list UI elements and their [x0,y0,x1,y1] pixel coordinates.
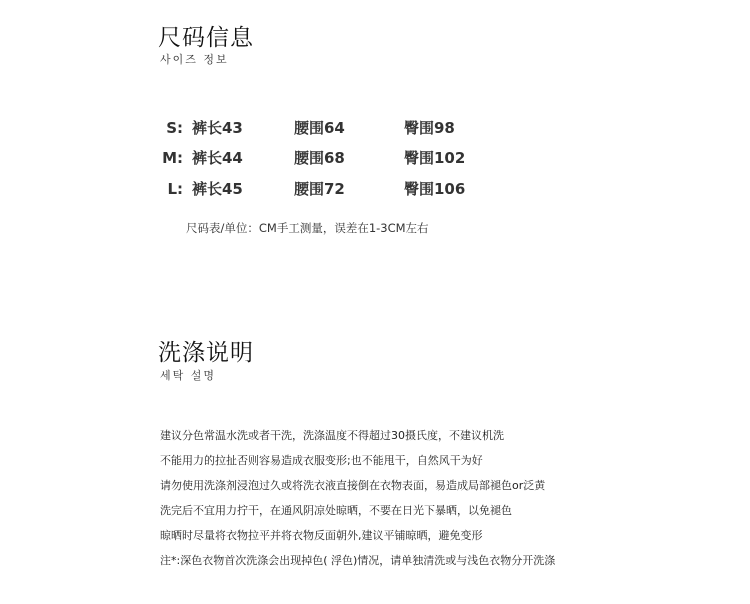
size-info-subtitle: 사이즈 정보 [160,53,229,66]
size-label: S: [166,119,183,137]
washing-instructions-subtitle: 세탁 설명 [160,369,217,382]
washing-instructions-title: 洗涤说明 [158,340,254,366]
size-row-m [0,147,750,169]
washing-instruction-line: 注*:深色衣物首次洗涤会出现掉色( 浮色)情况，请单独清洗或与浅色衣物分开洗涤 [160,554,556,567]
size-chart-note: 尺码表/单位：CM手工测量，误差在1-3CM左右 [186,221,429,235]
washing-instruction-line: 洗完后不宜用力拧干，在通风阴凉处晾晒，不要在日光下暴晒，以免褪色 [160,504,512,517]
washing-instruction-line: 晾晒时尽量将衣物拉平并将衣物反面朝外,建议平铺晾晒，避免变形 [160,529,483,542]
hip-value: 臀围102 [404,149,466,167]
size-label: M: [162,149,183,167]
hip-value: 臀围98 [404,119,455,137]
washing-instructions-list [160,428,720,578]
washing-instruction-line: 建议分色常温水洗或者干洗，洗涤温度不得超过30摄氏度，不建议机洗 [160,429,504,442]
size-info-title: 尺码信息 [158,25,254,51]
pants-length-value: 裤长44 [192,149,243,167]
hip-value: 臀围106 [404,180,466,198]
pants-length-value: 裤长43 [192,119,243,137]
washing-instruction-line: 不能用力的拉扯否则容易造成衣服变形;也不能甩干，自然风干为好 [160,454,483,467]
pants-length-value: 裤长45 [192,180,243,198]
washing-instruction-line: 请勿使用洗涤剂浸泡过久或将洗衣液直接倒在衣物表面，易造成局部褪色or泛黄 [160,479,546,492]
waist-value: 腰围64 [294,119,345,137]
size-row-s [0,117,750,139]
waist-value: 腰围68 [294,149,345,167]
waist-value: 腰围72 [294,180,345,198]
size-row-l [0,178,750,200]
size-label: L: [167,180,183,198]
